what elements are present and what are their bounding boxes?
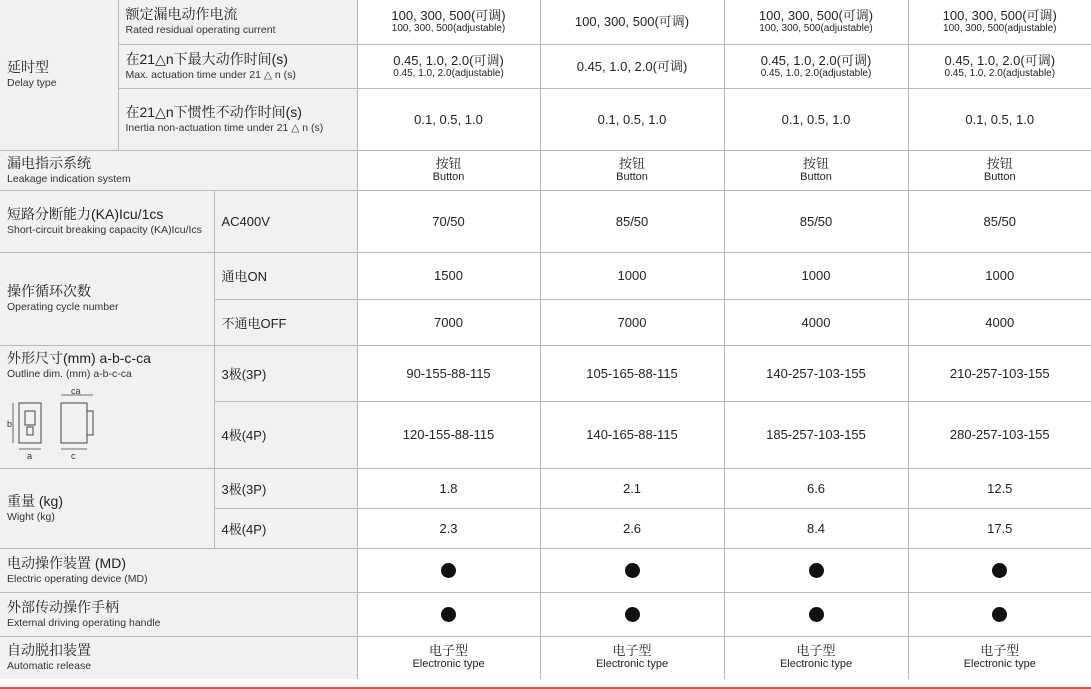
label-rated-residual-current: 额定漏电动作电流 Rated residual operating current — [118, 0, 357, 44]
cell-value: 0.1, 0.5, 1.0 — [724, 88, 908, 150]
cell-value: 6.6 — [724, 468, 908, 508]
cell-value: 140-257-103-155 — [724, 345, 908, 401]
cell-value: 按钮 Button — [357, 150, 540, 190]
row-inertia-non-actuation — [0, 88, 1091, 150]
cell-value: 1500 — [357, 252, 540, 299]
cell-dot — [357, 592, 540, 636]
outline-dimension-diagram — [7, 387, 117, 461]
label-automatic-release: 自动脱扣装置 Automatic release — [0, 636, 357, 679]
cell-dot — [908, 592, 1091, 636]
cell-value: 7000 — [540, 299, 724, 345]
cell-value: 0.45, 1.0, 2.0(可调) 0.45, 1.0, 2.0(adjustable) — [908, 44, 1091, 88]
label-inertia-non-actuation: 在21△n下惯性不动作时间(s) Inertia non-actuation time under 21 △ n (s) — [118, 88, 357, 150]
cell-dot — [908, 548, 1091, 592]
cell-value: 280-257-103-155 — [908, 401, 1091, 468]
cell-value: 17.5 — [908, 508, 1091, 548]
cell-dot — [540, 592, 724, 636]
cell-value: 85/50 — [908, 190, 1091, 252]
cell-value: 90-155-88-115 — [357, 345, 540, 401]
filled-dot-icon — [441, 563, 456, 578]
cell-value: 140-165-88-115 — [540, 401, 724, 468]
cell-value: 0.1, 0.5, 1.0 — [908, 88, 1091, 150]
cell-dot — [724, 548, 908, 592]
cell-value: 0.1, 0.5, 1.0 — [357, 88, 540, 150]
cell-value: 1000 — [540, 252, 724, 299]
cell-value: 0.45, 1.0, 2.0(可调) 0.45, 1.0, 2.0(adjustable) — [357, 44, 540, 88]
sub-label-4p: 4极(4P) — [214, 508, 357, 548]
cell-value: 电子型 Electronic type — [963, 643, 1036, 671]
row-automatic-release — [0, 636, 1091, 679]
row-leakage-indication — [0, 150, 1091, 190]
cell-value: 按钮 Button — [908, 150, 1091, 190]
cell-value: 2.3 — [357, 508, 540, 548]
label-short-circuit: 短路分断能力(KA)Icu/1cs Short-circuit breaking capacity (KA)Icu/Ics — [0, 190, 214, 252]
row-electric-operating-device — [0, 548, 1091, 592]
cell-dot — [357, 548, 540, 592]
label-operating-cycles: 操作循环次数 Operating cycle number — [0, 252, 214, 345]
cell-value: 100, 300, 500(可调) 100, 300, 500(adjustable) — [357, 0, 540, 44]
filled-dot-icon — [809, 563, 824, 578]
filled-dot-icon — [809, 607, 824, 622]
row-outline-3p — [0, 345, 1091, 401]
sub-label-3p: 3极(3P) — [214, 345, 357, 401]
filled-dot-icon — [625, 563, 640, 578]
row-short-circuit — [0, 190, 1091, 252]
cell-value: 185-257-103-155 — [724, 401, 908, 468]
cell-dot — [540, 548, 724, 592]
cell-value: 4000 — [908, 299, 1091, 345]
cell-dot — [724, 592, 908, 636]
sub-label-ac400v: AC400V — [214, 190, 357, 252]
cell-value: 7000 — [357, 299, 540, 345]
sub-label-on: 通电ON — [214, 252, 357, 299]
cell-value: 1000 — [908, 252, 1091, 299]
label-weight: 重量 (kg) Wight (kg) — [0, 468, 214, 548]
cell-value: 85/50 — [540, 190, 724, 252]
cell-value: 100, 300, 500(可调) — [540, 0, 724, 44]
cell-value: 2.1 — [540, 468, 724, 508]
dim-label-b: b — [7, 418, 13, 429]
cell-value: 按钮 Button — [724, 150, 908, 190]
filled-dot-icon — [625, 607, 640, 622]
cell-value: 85/50 — [724, 190, 908, 252]
cell-value: 100, 300, 500(可调) 100, 300, 500(adjustable) — [908, 0, 1091, 44]
sub-label-3p: 3极(3P) — [214, 468, 357, 508]
label-max-actuation-time: 在21△n下最大动作时间(s) Max. actuation time under 21 △ n (s) — [118, 44, 357, 88]
cell-value: 0.1, 0.5, 1.0 — [540, 88, 724, 150]
cell-value: 100, 300, 500(可调) 100, 300, 500(adjustable) — [724, 0, 908, 44]
label-electric-operating-device: 电动操作装置 (MD) Electric operating device (MD) — [0, 548, 357, 592]
row-rated-residual-current — [0, 0, 1091, 44]
row-external-handle — [0, 592, 1091, 636]
cell-value: 210-257-103-155 — [908, 345, 1091, 401]
filled-dot-icon — [992, 563, 1007, 578]
label-external-handle: 外部传动操作手柄 External driving operating handle — [0, 592, 357, 636]
cell-value: 8.4 — [724, 508, 908, 548]
cell-value: 105-165-88-115 — [540, 345, 724, 401]
filled-dot-icon — [992, 607, 1007, 622]
dim-label-c: c — [71, 450, 76, 461]
cell-value: 1000 — [724, 252, 908, 299]
cell-value: 70/50 — [357, 190, 540, 252]
row-max-actuation-time — [0, 44, 1091, 88]
cell-value: 电子型 Electronic type — [724, 636, 908, 679]
cell-value: 按钮 Button — [540, 150, 724, 190]
cell-value: 4000 — [724, 299, 908, 345]
cell-value: 1.8 — [357, 468, 540, 508]
cell-value: 电子型 Electronic type — [540, 636, 724, 679]
sub-label-4p: 4极(4P) — [214, 401, 357, 468]
cell-value: 电子型 Electronic type — [357, 636, 540, 679]
label-outline-dim: 外形尺寸(mm) a-b-c-ca Outline dim. (mm) a-b-c-ca b a ca c — [0, 345, 214, 468]
row-cycles-on — [0, 252, 1091, 299]
cell-value: 0.45, 1.0, 2.0(可调) 0.45, 1.0, 2.0(adjustable) — [724, 44, 908, 88]
cell-value: 2.6 — [540, 508, 724, 548]
cell-value: 0.45, 1.0, 2.0(可调) — [540, 44, 724, 88]
dim-label-a: a — [27, 450, 33, 461]
dim-label-ca: ca — [71, 386, 81, 396]
label-leakage-indication: 漏电指示系统 Leakage indication system — [0, 150, 357, 190]
cell-value: 12.5 — [908, 468, 1091, 508]
group-delay-type: 延时型 Delay type — [0, 0, 118, 150]
sub-label-off: 不通电OFF — [214, 299, 357, 345]
row-weight-3p — [0, 468, 1091, 508]
filled-dot-icon — [441, 607, 456, 622]
cell-value: 120-155-88-115 — [357, 401, 540, 468]
